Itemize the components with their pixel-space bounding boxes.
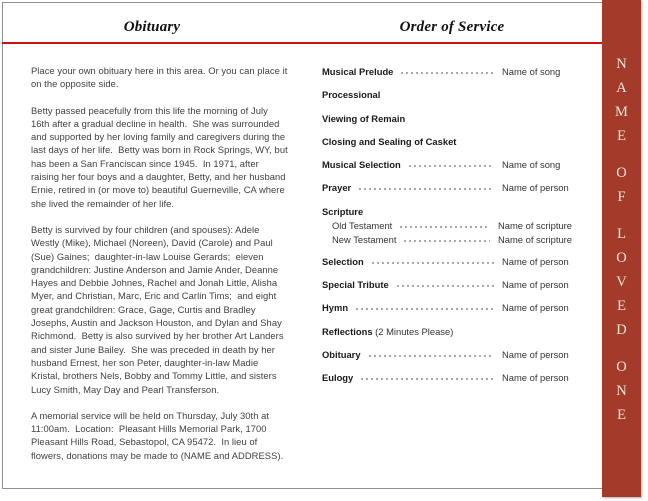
service-item-value: Name of song xyxy=(502,66,561,77)
sidebar-letter: L xyxy=(617,226,626,242)
service-item-label: Old Testament xyxy=(332,219,393,231)
service-item-value: Name of person xyxy=(502,302,569,314)
dotted-leader xyxy=(404,240,490,242)
service-item-label: New Testament xyxy=(332,233,397,245)
service-item-label: Musical Selection xyxy=(322,159,401,171)
service-item-value: Name of person xyxy=(502,279,569,291)
sidebar-letter: V xyxy=(616,274,627,290)
service-item-value: Name of song xyxy=(502,159,561,171)
header-divider-line xyxy=(2,42,603,44)
sidebar-letter: D xyxy=(616,322,627,338)
service-item xyxy=(322,206,572,218)
service-item xyxy=(322,159,572,171)
service-item-label: Processional xyxy=(322,89,381,101)
sidebar-letter: E xyxy=(617,407,626,423)
obituary-text xyxy=(31,64,291,475)
service-item xyxy=(322,279,572,291)
dotted-leader xyxy=(372,262,494,264)
service-item xyxy=(322,372,572,384)
obituary-paragraph: Betty is survived by four children (and spouses): Adele Westly (Mike), Michael (Noreen), David (Carole) and Paul (Sue) Gaines; daughter-in-law Louise Gerards; eleven grandchildren: Justine Anderson and Jamie Ander, Deanne Hayes and Debbie Johnes, Rachel and Jonah Little, Alisha Myer, and Christian, Marc, Eric and Carlin Tims; and eight great grandchildren: Grace, Gage, Curtis and Bradley Josephs, Austin and Jackson Houston, and Dylan and Shay Richmond. Betty is also survived by her brother Art Landers and sister June Bailey. She was preceded in death by her husband Ernest, her son Peter, daughter-in-law Madie Kristal, brothers Nels, Bobby and Tommy Little, and sisters Lucy Smith, May Day and Pearl Transferson. xyxy=(31,223,287,395)
service-item-value: Name of person xyxy=(502,255,569,267)
service-item-label: Eulogy xyxy=(322,372,354,384)
service-item xyxy=(322,66,572,78)
service-item-label: Scripture xyxy=(322,205,364,217)
service-item xyxy=(322,89,572,101)
service-item xyxy=(322,326,572,338)
dotted-leader xyxy=(401,72,494,74)
service-item-label: Obituary xyxy=(322,348,361,360)
obituary-paragraph: Place your own obituary here in this area. Or you can place it on the opposite side. xyxy=(31,65,291,90)
dotted-leader xyxy=(400,226,490,228)
dotted-leader xyxy=(361,378,494,380)
dotted-leader xyxy=(369,355,494,357)
service-item-value: Name of person xyxy=(502,182,569,194)
sidebar-ribbon xyxy=(602,0,641,497)
obituary-section-title: Obituary xyxy=(123,18,181,35)
service-item-label: Special Tribute xyxy=(322,279,389,291)
sidebar-letter: M xyxy=(615,104,628,120)
service-item-label: Viewing of Remain xyxy=(322,112,406,124)
service-item-label: Reflections xyxy=(322,325,373,337)
service-item xyxy=(322,136,572,148)
service-item-label: Musical Prelude xyxy=(322,66,394,77)
service-item-value: Name of scripture xyxy=(498,219,572,231)
service-item xyxy=(322,256,572,268)
obituary-paragraph: A memorial service will be held on Thursday, July 30th at 11:00am. Location: Pleasant Hills Memorial Park, 1700 Pleasant Hills Road, Sebastopol, CA 95472. In lieu of flowers, donations may be made to (NAME and ADDRESS). xyxy=(31,409,284,461)
sidebar-letter: F xyxy=(617,189,626,205)
service-item-label: Hymn xyxy=(322,302,349,314)
page-header xyxy=(2,12,602,42)
sidebar-letter: O xyxy=(616,359,627,375)
obituary-paragraph: Betty passed peacefully from this life the morning of July 16th after a gradual decline in health. She was surrounded and supported by her loving family and caregivers during the last days of her life. Betty was born in Rock Springs, WY, but has been a San Franciscan since 1945. In 1971, after raising her four boys and a daughter, Betty, and her husband Ernie, retired in (or move to) beautiful Guerneville, CA where she lived the remainder of her life. xyxy=(31,104,291,209)
sidebar-letter: E xyxy=(617,128,626,144)
sidebar-ribbon-text xyxy=(602,0,641,497)
order-of-service-list xyxy=(322,66,572,396)
sidebar-letter: N xyxy=(616,383,627,399)
sidebar-letter: N xyxy=(616,56,627,72)
service-item-label: Selection xyxy=(322,255,364,267)
dotted-leader xyxy=(356,308,494,310)
service-item xyxy=(322,182,572,194)
sidebar-letter: O xyxy=(616,250,627,266)
service-item-value: Name of person xyxy=(502,348,569,360)
service-item xyxy=(322,302,572,314)
sidebar-letter: E xyxy=(617,298,626,314)
order-of-service-section-title: Order of Service xyxy=(399,18,505,35)
sidebar-letter: A xyxy=(616,80,627,96)
service-item xyxy=(322,113,572,125)
sidebar-letter: O xyxy=(616,165,627,181)
dotted-leader xyxy=(359,188,494,190)
service-item-label: Prayer xyxy=(322,182,352,194)
service-item xyxy=(322,220,572,232)
service-item-note: (2 Minutes Please) xyxy=(372,325,454,337)
service-item-value: Name of person xyxy=(502,372,569,384)
service-item xyxy=(322,349,572,361)
service-item xyxy=(322,234,572,246)
service-item-label: Closing and Sealing of Casket xyxy=(322,135,457,147)
service-item-value: Name of scripture xyxy=(498,233,572,245)
dotted-leader xyxy=(397,285,494,287)
dotted-leader xyxy=(409,165,494,167)
